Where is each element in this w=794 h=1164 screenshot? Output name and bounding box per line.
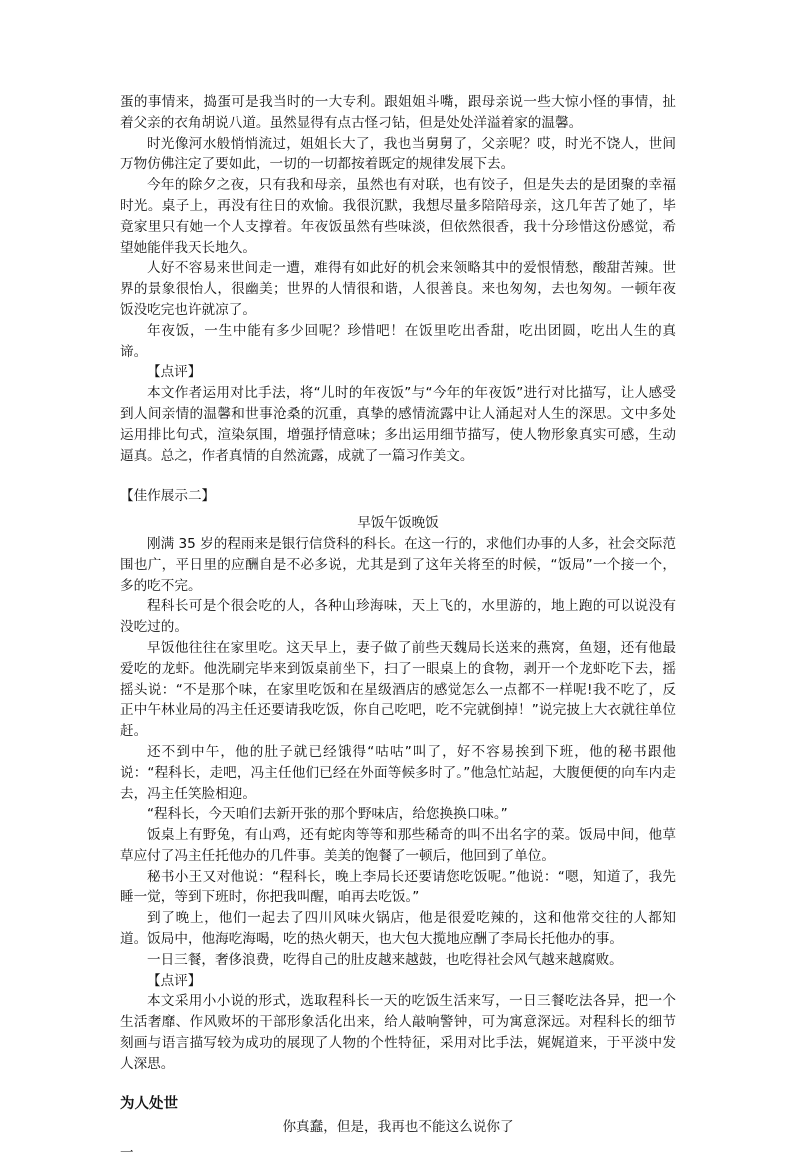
paragraph: 程科长可是个很会吃的人，各种山珍海味，天上飞的，水里游的，地上跑的可以说没有没吃过的。	[120, 598, 676, 636]
article-title: 早饭午饭晚饭	[357, 515, 439, 532]
comment-label: 【点评】	[147, 364, 202, 381]
paragraph: 人好不容易来世间走一遭，难得有如此好的机会来领略其中的爱恨情愁，酸甜苦辣。世界的景象很怡人，很幽美；世界的人情很和谐，人很善良。来也匆匆，去也匆匆。一顿年夜饭没吃完也许就凉了。	[120, 260, 676, 318]
paragraph: 饭桌上有野兔，有山鸡，还有蛇肉等等和那些稀奇的叫不出名字的菜。饭局中间，他草草应付了冯主任托他办的几件事。美美的饱餐了一顿后，他回到了单位。	[120, 827, 676, 864]
list-marker: 一	[120, 1145, 134, 1162]
section-heading: 【佳作展示二】	[120, 488, 216, 505]
article-title: 你真蠢，但是，我再也不能这么说你了	[282, 1118, 514, 1135]
paragraph: 还不到中午，他的肚子就已经饿得“咕咕”叫了，好不容易挨到下班，他的秘书跟他说：“程科长，走吧，冯主任他们已经在外面等候多时了。”他急忙站起，大腹便便的向车内走去，冯主任笑脸相迎。	[120, 743, 676, 802]
section-title: 为人处世	[120, 1095, 178, 1112]
paragraph: 今年的除夕之夜，只有我和母亲，虽然也有对联，也有饺子，但是失去的是团聚的幸福时光。桌子上，再没有往日的欢愉。我很沉默，我想尽量多陪陪母亲，这几年苦了她了，毕竟家里只有她一个人支撑着。年夜饭虽然有些味淡，但依然很香，我十分珍惜这份感觉，希望她能伴我天长地久。	[120, 177, 676, 256]
comment-label: 【点评】	[147, 972, 202, 989]
paragraph: 到了晚上，他们一起去了四川风味火锅店，他是很爱吃辣的，这和他常交往的人都知道。饭局中，他海吃海喝，吃的热火朝天，也大包大揽地应酬了李局长托他办的事。	[120, 910, 676, 948]
paragraph: 一日三餐，奢侈浪费，吃得自己的肚皮越来越鼓，也吃得社会风气越来越腐败。	[147, 951, 623, 968]
paragraph: 秘书小王又对他说：“程科长，晚上李局长还要请您吃饭呢。”他说：“嗯，知道了，我先睡一觉，等到下班时，你把我叫醒，咱再去吃饭。”	[120, 868, 676, 906]
comment-text: 本文作者运用对比手法，将“儿时的年夜饭”与“今年的年夜饭”进行对比描写，让人感受到人间亲情的温馨和世事沧桑的沉重，真挚的感情流露中让人涌起对人生的深思。文中多处运用排比句式，渲染氛围，增强抒情意味；多出运用细节描写，使人物形象真实可感，生动逼真。总之，作者真情的自然流露，成就了一篇习作美文。	[120, 385, 676, 464]
paragraph: 刚满 35 岁的程雨来是银行信贷科的科长。在这一行的，求他们办事的人多，社会交际范围也广，平日里的应酬自是不必多说，尤其是到了这年关将至的时候，“饭局”一个接一个，多的吃不完。	[120, 535, 676, 594]
paragraph: 年夜饭，一生中能有多少回呢？珍惜吧！在饭里吃出香甜，吃出团圆，吃出人生的真谛。	[120, 322, 676, 360]
paragraph: “程科长，今天咱们去新开张的那个野味店，给您换换口味。”	[147, 806, 508, 823]
document-page	[120, 92, 676, 1164]
paragraph: 蛋的事情来，捣蛋可是我当时的一大专利。跟姐姐斗嘴，跟母亲说一些大惊小怪的事情，扯着父亲的衣角胡说八道。虽然显得有点古怪刁钻，但是处处洋溢着家的温馨。	[120, 94, 676, 131]
paragraph: 早饭他往往在家里吃。这天早上，妻子做了前些天魏局长送来的燕窝，鱼翅，还有他最爱吃的龙虾。他洗刷完毕来到饭桌前坐下，扫了一眼桌上的食物，剥开一个龙虾吃下去，摇摇头说：“不是那个味，在家里吃饭和在星级酒店的感觉怎么一点都不一样呢!我不吃了，反正中午林业局的冯主任还要请我吃饭，你自己吃吧，吃不完就倒掉！”说完披上大衣就往单位赶。	[120, 639, 676, 740]
comment-text: 本文采用小小说的形式，选取程科长一天的吃饭生活来写，一日三餐吃法各异，把一个生活奢靡、作风败坏的干部形象活化出来，给人敲响警钟，可为寓意深远。对程科长的细节刻画与语言描写较为成功的展现了人物的个性特征，采用对比手法，娓娓道来，于平淡中发人深思。	[120, 993, 676, 1072]
paragraph: 时光像河水般悄悄流过，姐姐长大了，我也当舅舅了，父亲呢？哎，时光不饶人，世间万物仿佛注定了要如此，一切的一切都按着既定的规律发展下去。	[120, 135, 676, 173]
